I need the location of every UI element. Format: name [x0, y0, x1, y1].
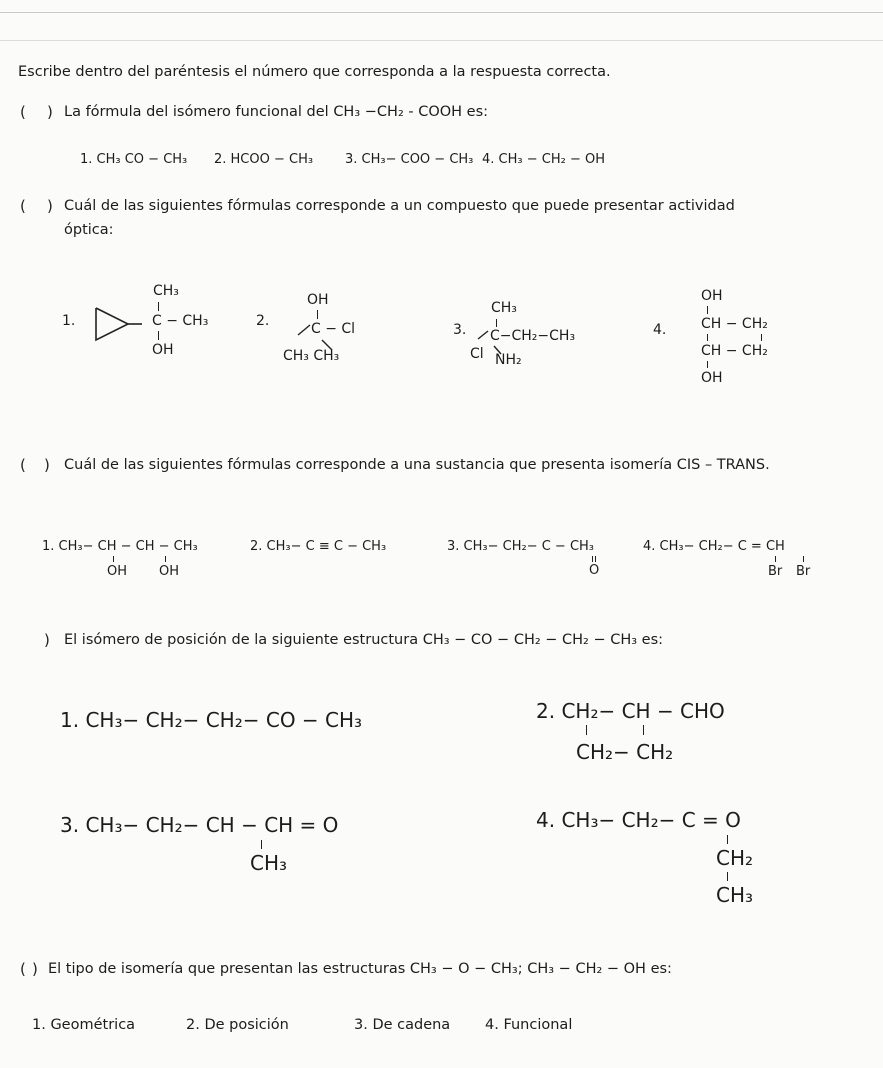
answer-close-paren: ) — [44, 631, 50, 649]
option-1: 1. CH₃ CO − CH₃ — [80, 152, 188, 167]
option-2-bot: CH₂− CH₂ — [576, 740, 674, 764]
answer-close-paren: ) — [47, 103, 53, 121]
option-1-sub-2: OH — [159, 564, 180, 579]
top-rule — [0, 12, 883, 13]
bond — [643, 725, 644, 735]
option-1-mid: C − CH₃ — [152, 313, 209, 329]
bond — [261, 840, 262, 849]
bond — [707, 334, 708, 341]
question-text — [64, 632, 663, 648]
question-text-suffix: es: — [645, 961, 672, 977]
option-2-top: OH — [307, 292, 329, 308]
option-3: 3. CH₃− COO − CH₃ — [345, 152, 474, 167]
bond-left — [478, 331, 490, 341]
option-2-mid: C − Cl — [311, 321, 356, 337]
option-3: 3. De cadena — [354, 1017, 451, 1033]
option-2-bot: CH₃ CH₃ — [283, 348, 340, 364]
bond — [586, 725, 587, 735]
answer-open-paren: ( — [20, 103, 26, 121]
bond — [761, 334, 762, 341]
bond — [317, 310, 318, 319]
bond — [727, 872, 728, 881]
question-text-prefix: El isómero de posición de la siguiente estructura — [64, 632, 423, 648]
question-text — [48, 961, 672, 977]
option-1-bot: OH — [152, 342, 174, 358]
question-text — [64, 104, 488, 120]
option-3-top: CH₃ — [491, 300, 517, 316]
option-4: 4. CH₃− CH₂− C = CH — [643, 539, 785, 554]
option-4-top: 4. CH₃− CH₂− C = O — [536, 808, 741, 832]
bond — [158, 302, 159, 311]
bond — [595, 556, 596, 562]
bond — [727, 835, 728, 844]
option-3-left: Cl — [470, 346, 484, 362]
top-rule-2 — [0, 40, 883, 41]
option-4-bot: CH₃ — [716, 883, 754, 907]
cyclopropane-ring — [94, 306, 144, 342]
bond — [592, 556, 593, 562]
option-4-row-2: CH − CH₂ — [701, 343, 768, 359]
option-1-label: 1. — [62, 313, 76, 329]
question-text-prefix: El tipo de isomería que presentan las estructuras — [48, 961, 410, 977]
option-4-bot: OH — [701, 370, 723, 386]
option-3-bot: CH₃ — [250, 851, 288, 875]
bond — [158, 331, 159, 340]
answer-close-paren: ) — [32, 960, 38, 978]
answer-open-paren: ( — [20, 456, 26, 474]
question-text-suffix: es: — [637, 632, 664, 648]
answer-close-paren: ) — [47, 197, 53, 215]
option-3-label: 3. — [453, 322, 467, 338]
option-1: 1. Geométrica — [32, 1017, 136, 1033]
bond — [113, 556, 114, 562]
question-formula: CH₃ −CH₂ - COOH — [333, 104, 463, 120]
bond — [707, 306, 708, 314]
question-text-line-2: óptica: — [64, 222, 114, 238]
option-4-sub-1: Br — [768, 564, 783, 579]
question-text: Cuál de las siguientes fórmulas corresponde a una sustancia que presenta isomería CIS – TRANS. — [64, 457, 770, 473]
option-1: 1. CH₃− CH₂− CH₂− CO − CH₃ — [60, 708, 363, 732]
option-4-label: 4. — [653, 322, 667, 338]
option-4-top: OH — [701, 288, 723, 304]
bond — [165, 556, 166, 562]
instruction-text: Escribe dentro del paréntesis el número que corresponda a la respuesta correcta. — [18, 64, 611, 80]
question-text-line-1: Cuál de las siguientes fórmulas corresponde a un compuesto que puede presentar actividad — [64, 198, 735, 214]
option-3-bot: NH₂ — [495, 352, 522, 368]
question-text-prefix: La fórmula del isómero funcional del — [64, 104, 334, 120]
answer-close-paren: ) — [44, 456, 50, 474]
question-formula: CH₃ − CO − CH₂ − CH₂ − CH₃ — [422, 632, 638, 648]
option-3-top: 3. CH₃− CH₂− CH − CH = O — [60, 813, 339, 837]
question-formula: CH₃ − O − CH₃; CH₃ − CH₂ − OH — [409, 961, 646, 977]
option-1: 1. CH₃− CH − CH − CH₃ — [42, 539, 198, 554]
bond — [707, 361, 708, 368]
answer-open-paren: ( — [20, 960, 26, 978]
option-3: 3. CH₃− CH₂− C − CH₃ — [447, 539, 595, 554]
option-2: 2. CH₃− C ≡ C − CH₃ — [250, 539, 387, 554]
bond-left — [298, 325, 312, 337]
option-1-top: CH₃ — [153, 283, 179, 299]
option-2: 2. HCOO − CH₃ — [214, 152, 314, 167]
option-1-sub-1: OH — [107, 564, 128, 579]
option-4-mid: CH₂ — [716, 846, 754, 870]
option-4-row-1: CH − CH₂ — [701, 316, 768, 332]
option-2-top: 2. CH₂− CH − CHO — [536, 699, 725, 723]
option-3-mid: C−CH₂−CH₃ — [490, 328, 576, 344]
option-4-sub-2: Br — [796, 564, 811, 579]
option-2-label: 2. — [256, 313, 270, 329]
bond — [803, 556, 804, 562]
bond — [775, 556, 776, 562]
option-4: 4. Funcional — [485, 1017, 573, 1033]
question-text-suffix: es: — [462, 104, 489, 120]
bond — [496, 319, 497, 327]
option-2: 2. De posición — [186, 1017, 289, 1033]
answer-open-paren: ( — [20, 197, 26, 215]
option-4: 4. CH₃ − CH₂ − OH — [482, 152, 605, 167]
option-3-sub: O — [589, 563, 600, 578]
